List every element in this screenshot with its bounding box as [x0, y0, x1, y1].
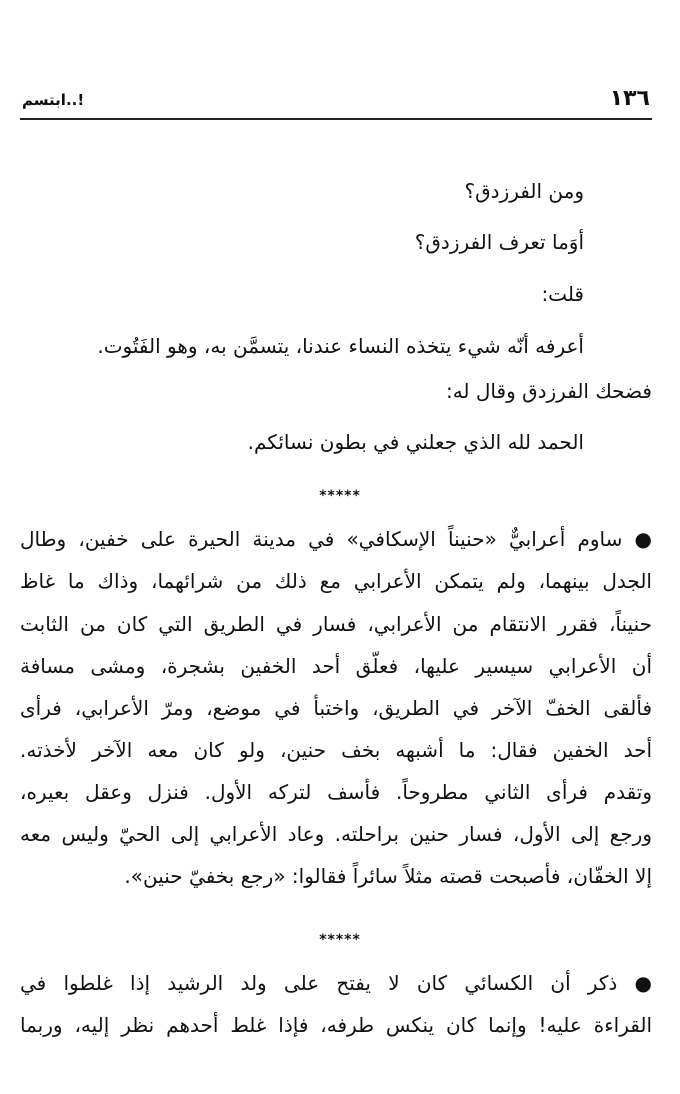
- running-title: ابتسم..!: [22, 91, 85, 109]
- section-separator: *****: [319, 932, 361, 948]
- dialogue-line: أعرفه أنّه شيء يتخذه النساء عندنا، يتسمَّن به، وهو الفَتُوت.: [97, 334, 584, 358]
- dialogue-line: أوَما تعرف الفرزدق؟: [414, 230, 584, 254]
- paragraph-line: ● ساوم أعرابيٌّ «حنيناً الإسكافي» في مدينة الحيرة على خفين، وطال: [20, 527, 652, 551]
- paragraph-line: إلا الخفّان، فأصبحت قصته مثلاً سائراً فقالوا: «رجع بخفيّ حنين».: [124, 864, 652, 888]
- dialogue-line: قلت:: [541, 282, 584, 306]
- paragraph-line: القراءة عليه! وإنما كان ينكس طرفه، فإذا غلط أحدهم نظر إليه، وربما: [20, 1013, 652, 1037]
- page-header: [22, 86, 650, 114]
- paragraph-line: أحد الخفين فقال: ما أشبهه بخف حنين، ولو كان معه الآخر لأخذته.: [20, 738, 652, 762]
- paragraph-line: وتقدم فرأى الثاني مطروحاً. فأسف لتركه الأول. فنزل وعقل بعيره،: [20, 780, 652, 804]
- paragraph-line: فألقى الخفّ الآخر في الطريق، واختبأ في موضع، ومرّ الأعرابي، فرأى: [20, 696, 652, 720]
- section-separator: *****: [319, 488, 361, 504]
- page-number: ١٣٦: [609, 86, 650, 111]
- paragraph-line: أن الأعرابي سيسير عليها، فعلّق أحد الخفين بشجرة، ومشى مسافة: [20, 654, 652, 678]
- paragraph-line: الجدل بينهما، ولم يتمكن الأعرابي مع ذلك من شرائهما، وذاك ما غاظ: [20, 569, 652, 593]
- paragraph-line: ورجع إلى الأول، فسار حنين براحلته. وعاد الأعرابي إلى الحيّ وليس معه: [20, 822, 652, 846]
- header-rule: [20, 118, 652, 120]
- paragraph-line: حنيناً، فقرر الانتقام من الأعرابي، فسار في الطريق التي كان من الثابت: [20, 612, 652, 636]
- paragraph-line: ● ذكر أن الكسائي كان لا يفتح على ولد الرشيد إذا غلطوا في: [20, 971, 652, 995]
- dialogue-line: الحمد لله الذي جعلني في بطون نسائكم.: [247, 430, 584, 454]
- dialogue-line: فضحك الفرزدق وقال له:: [445, 379, 652, 403]
- dialogue-line: ومن الفرزدق؟: [464, 179, 584, 203]
